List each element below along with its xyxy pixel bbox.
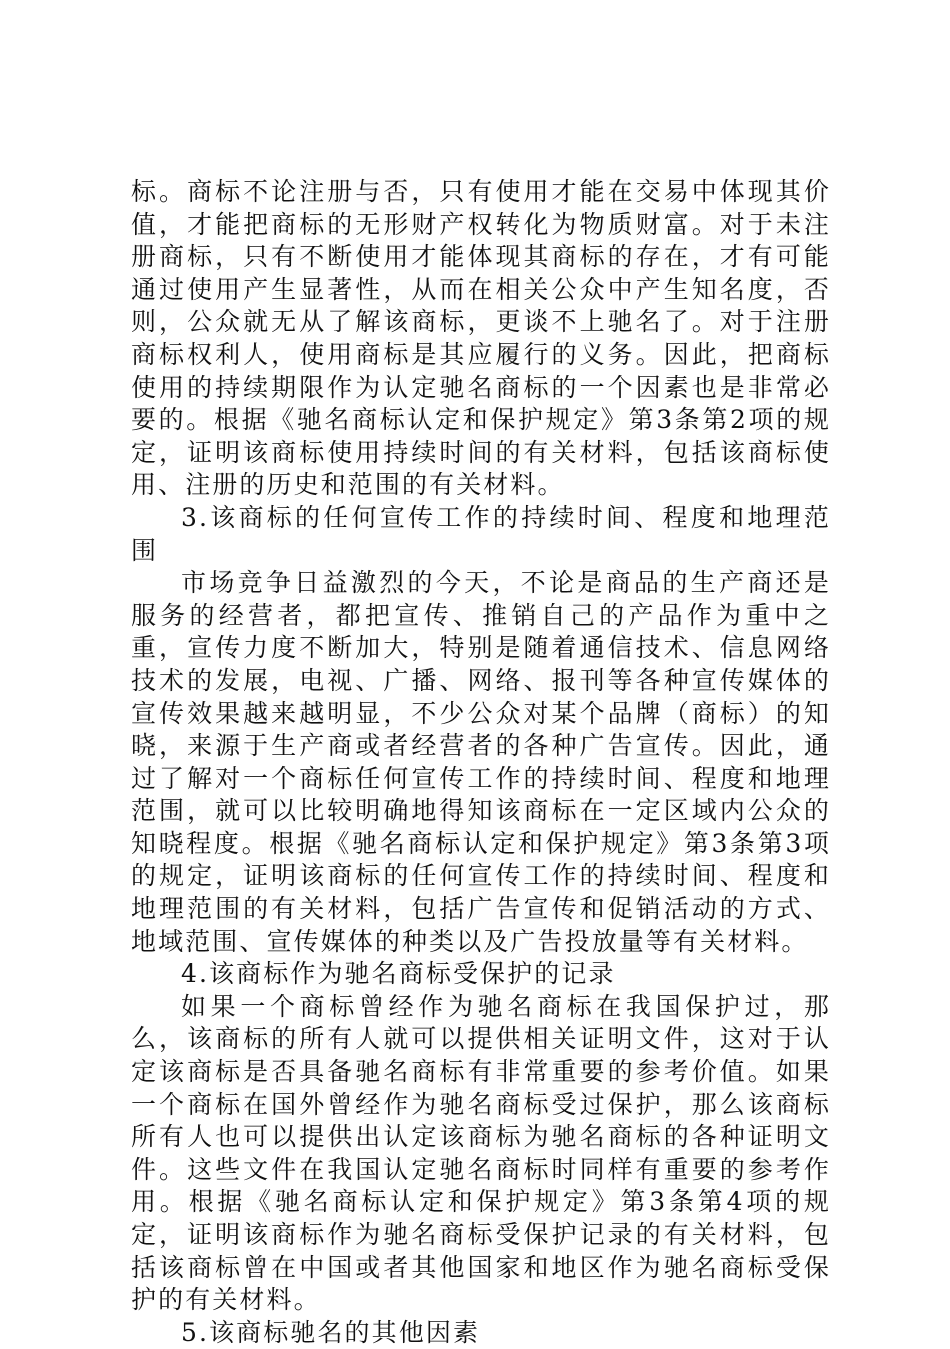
- section-heading-4: 4.该商标作为驰名商标受保护的记录: [181, 959, 616, 989]
- paragraph-protection-record: 如果一个商标曾经作为驰名商标在我国保护过，那么，该商标的所有人就可以提供相关证明文件，这对于认定该商标是否具备驰名商标有非常重要的参考价值。如果一个商标在国外曾经作为驰名商标受过保护，那么该商标所有人也可以提供出认定该商标为驰名商标的各种证明文件。这些文件在我国认定驰名商标时同样有重要的参考作用。根据《驰名商标认定和保护规定》第3条第4项的规定，证明该商标作为驰名商标受保护记录的有关材料，包括该商标曾在中国或者其他国家和地区作为驰名商标受保护的有关材料。: [131, 991, 831, 1315]
- section-heading-3: 3.该商标的任何宣传工作的持续时间、程度和地理范围: [131, 502, 831, 565]
- paragraph-publicity-work: 市场竞争日益激烈的今天，不论是商品的生产商还是服务的经营者，都把宣传、推销自己的产品作为重中之重，宣传力度不断加大，特别是随着通信技术、信息网络技术的发展，电视、广播、网络、报刊等各种宣传媒体的宣传效果越来越明显，不少公众对某个品牌（商标）的知晓，来源于生产商或者经营者的各种广告宣传。因此，通过了解对一个商标任何宣传工作的持续时间、程度和地理范围，就可以比较明确地得知该商标在一定区域内公众的知晓程度。根据《驰名商标认定和保护规定》第3条第3项的规定，证明该商标的任何宣传工作的持续时间、程度和地理范围的有关材料，包括广告宣传和促销活动的方式、地域范围、宣传媒体的种类以及广告投放量等有关材料。: [131, 568, 831, 956]
- section-heading-5: 5.该商标驰名的其他因素: [181, 1317, 481, 1347]
- document-body: [131, 176, 831, 1349]
- paragraph-trademark-use-duration: 标。商标不论注册与否，只有使用才能在交易中体现其价值，才能把商标的无形财产权转化为物质财富。对于未注册商标，只有不断使用才能体现其商标的存在，才有可能通过使用产生显著性，从而在相关公众中产生知名度，否则，公众就无从了解该商标，更谈不上驰名了。对于注册商标权利人，使用商标是其应履行的义务。因此，把商标使用的持续期限作为认定驰名商标的一个因素也是非常必要的。根据《驰名商标认定和保护规定》第3条第2项的规定，证明该商标使用持续时间的有关材料，包括该商标使用、注册的历史和范围的有关材料。: [131, 177, 831, 500]
